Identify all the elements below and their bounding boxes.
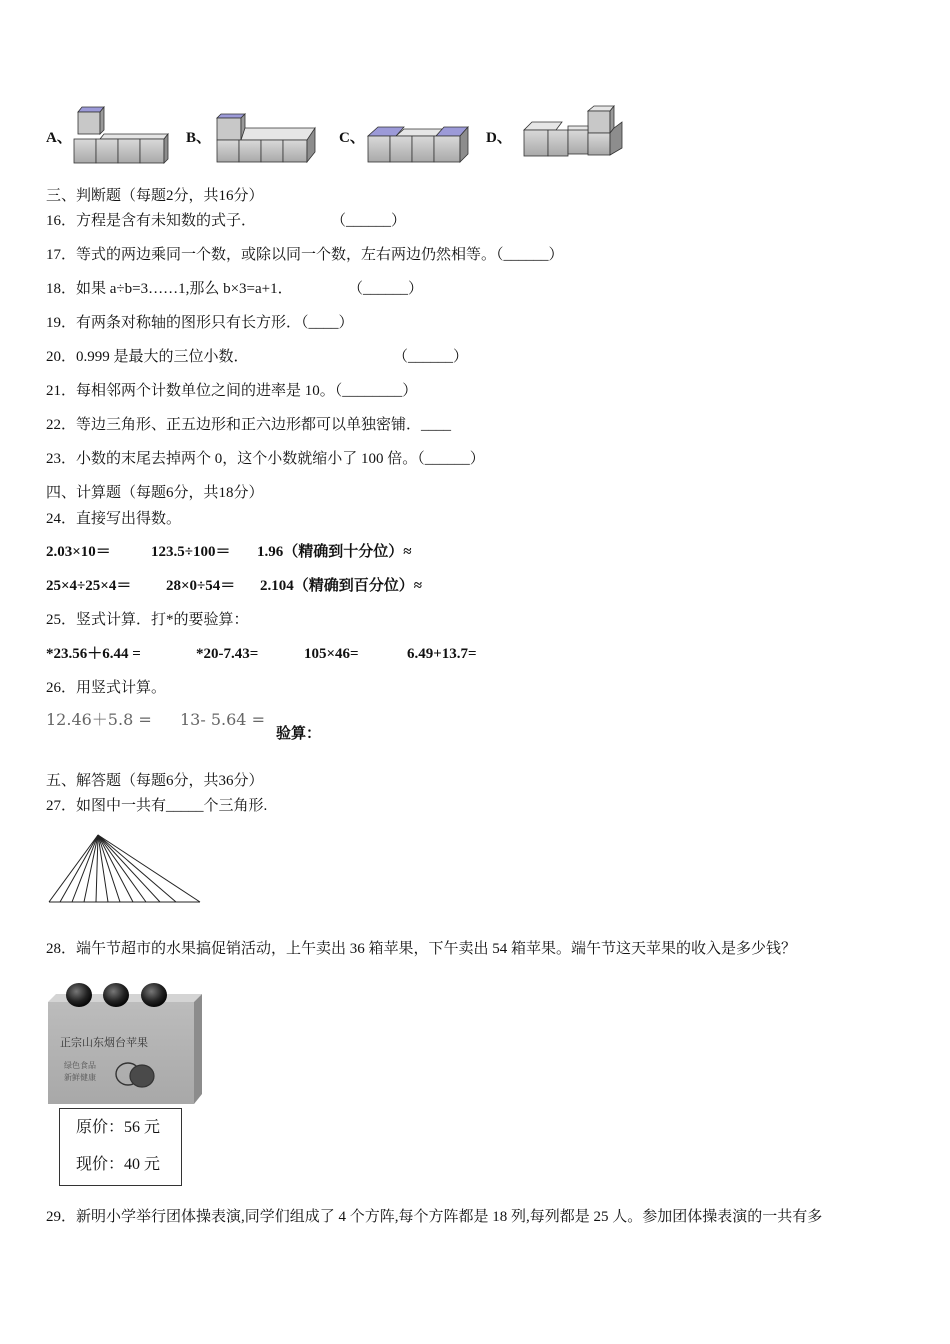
option-b-cube-figure: [215, 112, 320, 164]
q25-item-2: *20-7.43=: [196, 646, 259, 662]
price-box: [59, 1108, 182, 1186]
option-a-cube-figure: [74, 104, 174, 164]
apple-icon: [66, 983, 92, 1007]
q25-item-4: 6.49+13.7=: [407, 646, 477, 662]
apple-icon: [141, 983, 167, 1007]
question-20-blank[interactable]: （______）: [393, 349, 469, 365]
option-a-label: A、: [46, 130, 72, 146]
q24-item-4: 25×4÷25×4＝: [46, 578, 132, 594]
option-b-label: B、: [186, 130, 212, 146]
question-18: 18．如果 a÷b=3……1,那么 b×3=a+1．: [46, 281, 293, 297]
question-19: 19．有两条对称轴的图形只有长方形．（____）: [46, 315, 354, 331]
question-24-title: 24．直接写出得数。: [46, 511, 182, 527]
question-22: 22．等边三角形、正五边形和正六边形都可以单独密铺．____: [46, 417, 452, 433]
question-27: 27．如图中一共有_____个三角形.: [46, 798, 268, 814]
question-26-title: 26．用竖式计算。: [46, 680, 167, 696]
question-28: 28．端午节超市的水果搞促销活动，上午卖出 36 箱苹果，下午卖出 54 箱苹果。端午节这天苹果的收入是多少钱？: [46, 941, 797, 957]
apple-icon: [103, 983, 129, 1007]
box-title-text: 正宗山东烟台苹果: [60, 1036, 148, 1049]
q26-check-label: 验算：: [276, 726, 322, 742]
question-16: 16．方程是含有未知数的式子．: [46, 213, 257, 229]
question-17: 17．等式的两边乘同一个数，或除以同一个数，左右两边仍然相等。（______）: [46, 247, 564, 263]
q25-item-1: *23.56＋6.44 =: [46, 646, 141, 662]
q24-item-6: 2.104（精确到百分位）≈: [260, 578, 422, 594]
original-price: 原价：56 元: [76, 1119, 161, 1136]
question-18-blank[interactable]: （______）: [348, 281, 424, 297]
q24-item-3: 1.96（精确到十分位）≈: [257, 544, 412, 560]
question-16-blank[interactable]: （______）: [331, 213, 407, 229]
section-title-calculation: 四、计算题（每题6分，共18分）: [46, 485, 264, 501]
question-29: 29．新明小学举行团体操表演,同学们组成了 4 个方阵,每个方阵都是 18 列,每列都是 25 人。参加团体操表演的一共有多: [46, 1209, 823, 1225]
q24-item-1: 2.03×10＝: [46, 544, 111, 560]
question-21: 21．每相邻两个计数单位之间的进率是 10。（________）: [46, 383, 418, 399]
box-sub-text-1: 绿色食品: [64, 1061, 96, 1070]
apple-box-image: [44, 978, 208, 1106]
question-25-title: 25．竖式计算．打*的要验算：: [46, 612, 249, 628]
question-20: 20．0.999 是最大的三位小数．: [46, 349, 249, 365]
option-d-label: D、: [486, 130, 512, 146]
q24-item-2: 123.5÷100＝: [151, 544, 231, 560]
section-title-answer: 五、解答题（每题6分，共36分）: [46, 773, 264, 789]
q26-item-2: 13- 5.64 =: [180, 710, 265, 729]
option-d-cube-figure: [522, 104, 628, 160]
triangle-fan-figure: [46, 832, 204, 906]
q24-item-5: 28×0÷54＝: [166, 578, 236, 594]
option-c-cube-figure: [366, 124, 472, 164]
q26-item-1: 12.46＋5.8 =: [46, 710, 152, 729]
apple-outline-icon: [130, 1065, 154, 1087]
box-sub-text-2: 新鲜健康: [64, 1073, 96, 1082]
current-price: 现价：40 元: [76, 1156, 161, 1173]
question-23: 23．小数的末尾去掉两个 0，这个小数就缩小了 100 倍。（______）: [46, 451, 485, 467]
section-title-judgement: 三、判断题（每题2分，共16分）: [46, 188, 264, 204]
q25-item-3: 105×46=: [304, 646, 359, 662]
option-c-label: C、: [339, 130, 365, 146]
